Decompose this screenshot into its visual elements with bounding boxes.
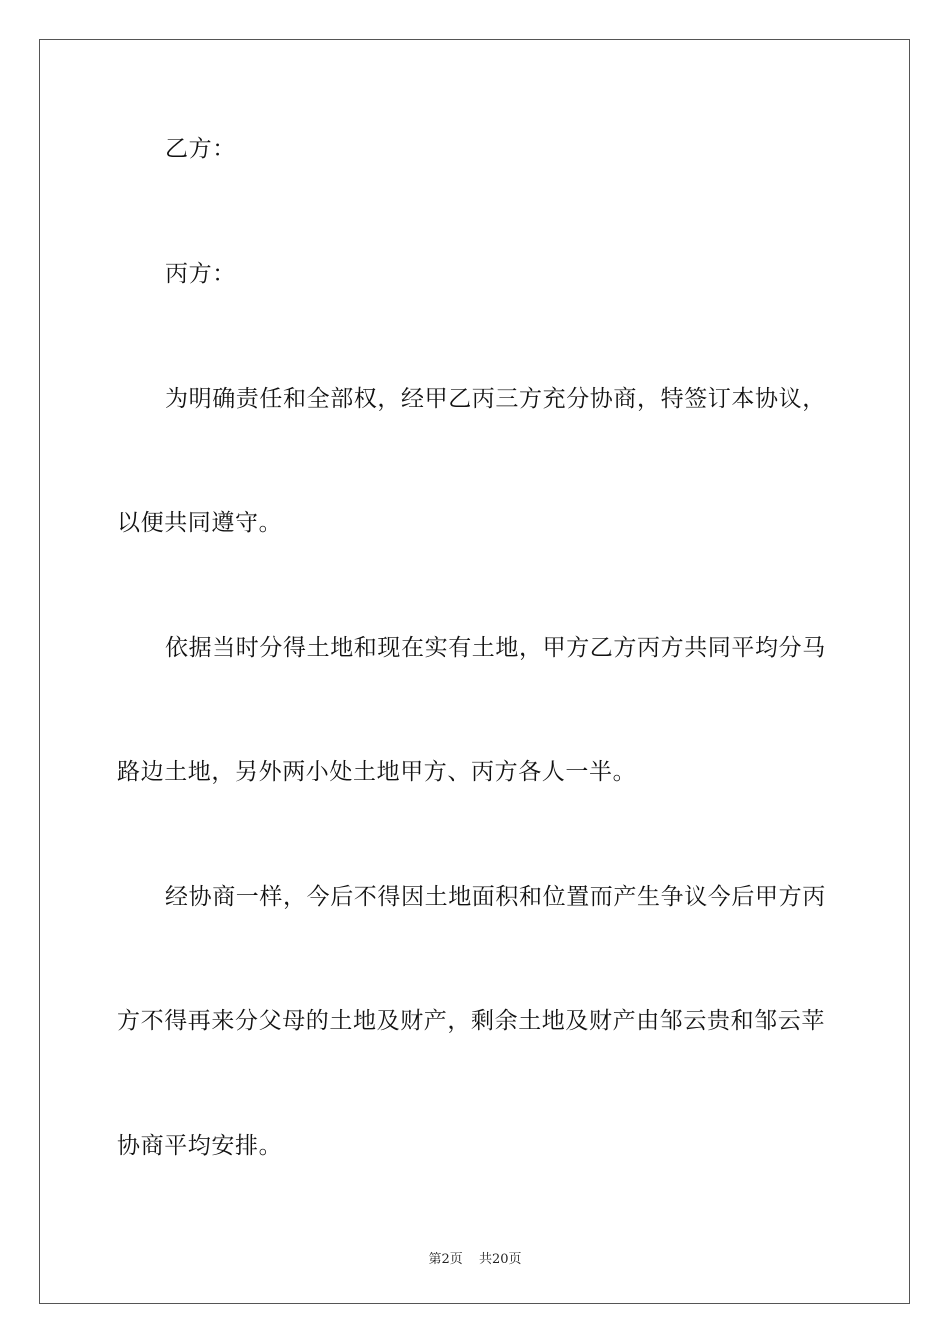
paragraph-line: 为明确责任和全部权，经甲乙丙三方充分协商，特签订本协议， xyxy=(165,386,826,412)
paragraph-line: 路边土地，另外两小处土地甲方、丙方各人一半。 xyxy=(117,759,637,785)
page-footer xyxy=(0,1248,950,1267)
party-c-label: 丙方： xyxy=(165,261,236,287)
page-number: 第2页 xyxy=(428,1252,463,1267)
page-total: 共20页 xyxy=(478,1252,522,1267)
paragraph-line: 方不得再来分父母的土地及财产，剩余土地及财产由邹云贵和邹云苹 xyxy=(117,1008,825,1034)
paragraph-line: 依据当时分得土地和现在实有土地，甲方乙方丙方共同平均分马 xyxy=(165,635,826,661)
paragraph-line: 经协商一样，今后不得因土地面积和位置而产生争议今后甲方丙 xyxy=(165,884,826,910)
paragraph-line: 协商平均安排。 xyxy=(117,1133,283,1159)
party-b-label: 乙方： xyxy=(165,136,236,162)
page-border xyxy=(39,39,910,1304)
paragraph-line: 以便共同遵守。 xyxy=(117,510,283,536)
